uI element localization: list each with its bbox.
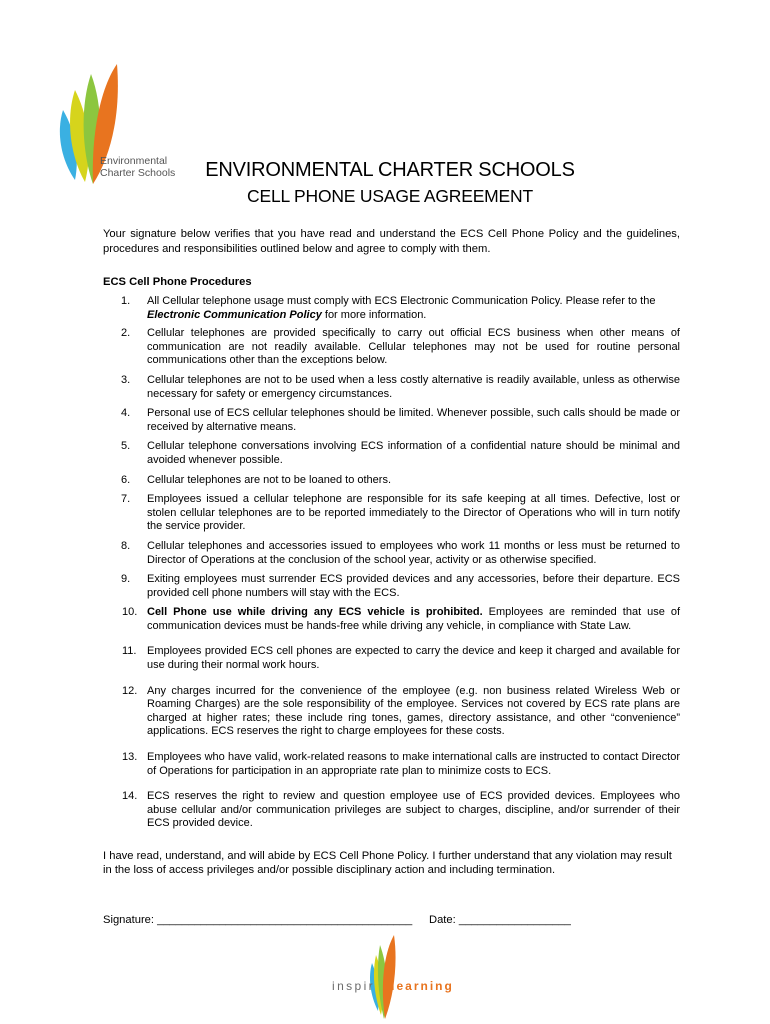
item-number: 5. [121, 440, 131, 453]
item-number: 1. [121, 295, 131, 307]
item-text [147, 606, 680, 633]
item-number: 3. [121, 373, 131, 386]
item-text [147, 295, 680, 322]
item-bold-text: Cell Phone use while driving any ECS vehicle is prohibited. [147, 606, 483, 619]
item-text: Cellular telephones and accessories issued to employees who work 11 months or less must be returned to Director of Operations at the conclusion of the school year, activity or as otherwise specified. [147, 539, 680, 566]
item-number: 12. [122, 684, 138, 697]
item-text-part: Employees are reminded that use of communication devices must be hands-free while driving any vehicle, in compliance with State Law. [147, 606, 681, 632]
item-number: 6. [121, 473, 131, 486]
item-number: 14. [122, 790, 138, 803]
item-text: Cellular telephones are not to be used when a less costly alternative is readily available, unless as otherwise necessary for safety or emergency circumstances. [147, 373, 680, 400]
item-text: Employees provided ECS cell phones are expected to carry the device and keep it charged and available for use during their normal work hours. [147, 645, 680, 672]
procedures-list [103, 295, 680, 831]
item-number: 13. [122, 751, 138, 764]
list-item [103, 790, 680, 831]
tagline-part-3: learning [391, 979, 454, 993]
list-item [103, 374, 680, 401]
intro-paragraph: Your signature below verifies that you have read and understand the ECS Cell Phone Policy and the guidelines, procedures and responsibilities outlined below and agree to comply with them. [103, 228, 680, 255]
item-number: 7. [121, 493, 131, 506]
logo-line-2: Charter Schools [100, 167, 176, 179]
item-text: ECS reserves the right to review and question employee use of ECS provided devices. Employees who abuse cellular and/or communication privileges are subject to charges, discipline, and/or surrender of their ECS provided device. [147, 790, 680, 830]
list-item [103, 573, 680, 600]
list-item [103, 685, 680, 739]
list-item [103, 540, 680, 567]
footer-leaf-icon [330, 933, 460, 1023]
list-item [103, 440, 680, 467]
item-text: Cellular telephones are not to be loaned to others. [147, 473, 391, 486]
signature-field[interactable]: Signature: _________________________________________ [103, 914, 413, 926]
list-item [103, 295, 680, 322]
page-subtitle: CELL PHONE USAGE AGREEMENT [247, 186, 533, 206]
list-item [103, 645, 680, 672]
item-text: Exiting employees must surrender ECS provided devices and any accessories, before their departure. ECS provided cell phone numbers will stay with the ECS. [147, 573, 680, 599]
tagline-part-2 [375, 979, 384, 993]
list-item [103, 407, 680, 434]
signature-row [103, 914, 571, 926]
footer-tagline [332, 979, 454, 993]
item-number: 10. [122, 606, 138, 619]
item-text: Any charges incurred for the convenience of the employee (e.g. non business related Wireless Web or Roaming Charges) are the sole responsibility of the employee. Services not covered by ECS rate plans are charged at higher rates; these include ring tones, games, directory assistance, and other “convenience” applications. ECS reserves the right to charge employees for these costs. [147, 684, 680, 738]
list-item [103, 327, 680, 368]
procedures-heading: ECS Cell Phone Procedures [103, 276, 252, 288]
list-item [103, 606, 680, 633]
item-text: Cellular telephones are provided specifically to carry out official ECS business when other means of communication are not readily available. Cellular telephones may not be used for routine personal communications other than the exceptions below. [147, 327, 680, 367]
page-title: ENVIRONMENTAL CHARTER SCHOOLS [205, 159, 575, 181]
logo-line-1: Environmental [100, 155, 168, 167]
item-text: Personal use of ECS cellular telephones should be limited. Whenever possible, such calls should be made or received by alternative means. [147, 407, 680, 433]
item-text: Employees who have valid, work-related reasons to make international calls are instructed to contact Director of Operations for participation in an appropriate rate plan to minimize costs to ECS. [147, 751, 680, 777]
acknowledgement-paragraph: I have read, understand, and will abide by ECS Cell Phone Policy. I further understand that any violation may result in the loss of access privileges and/or possible disciplinary action and including termination. [103, 850, 672, 877]
list-item [103, 474, 680, 488]
item-text: Employees issued a cellular telephone are responsible for its safe keeping at all times. Defective, lost or stolen cellular telephones are to be reported immediately to the Director of Operations who will in turn notify the service provider. [147, 493, 680, 533]
date-field[interactable]: Date: __________________ [429, 914, 571, 926]
item-text-part: for more information. [321, 308, 427, 321]
item-number: 8. [121, 539, 131, 552]
policy-link-text: Electronic Communication Policy [147, 308, 322, 321]
footer-logo [330, 933, 460, 1023]
item-text-part: All Cellular telephone usage must comply with ECS Electronic Communication Policy. Please refer to the [147, 295, 656, 307]
item-number: 4. [121, 407, 131, 420]
item-number: 9. [121, 573, 131, 586]
item-number: 11. [122, 645, 137, 658]
title-block [150, 158, 630, 207]
tagline-part-1: inspir [332, 979, 376, 993]
item-number: 2. [121, 327, 131, 340]
list-item [103, 493, 680, 534]
list-item [103, 751, 680, 778]
item-text: Cellular telephone conversations involving ECS information of a confidential nature should be minimal and avoided whenever possible. [147, 440, 680, 466]
